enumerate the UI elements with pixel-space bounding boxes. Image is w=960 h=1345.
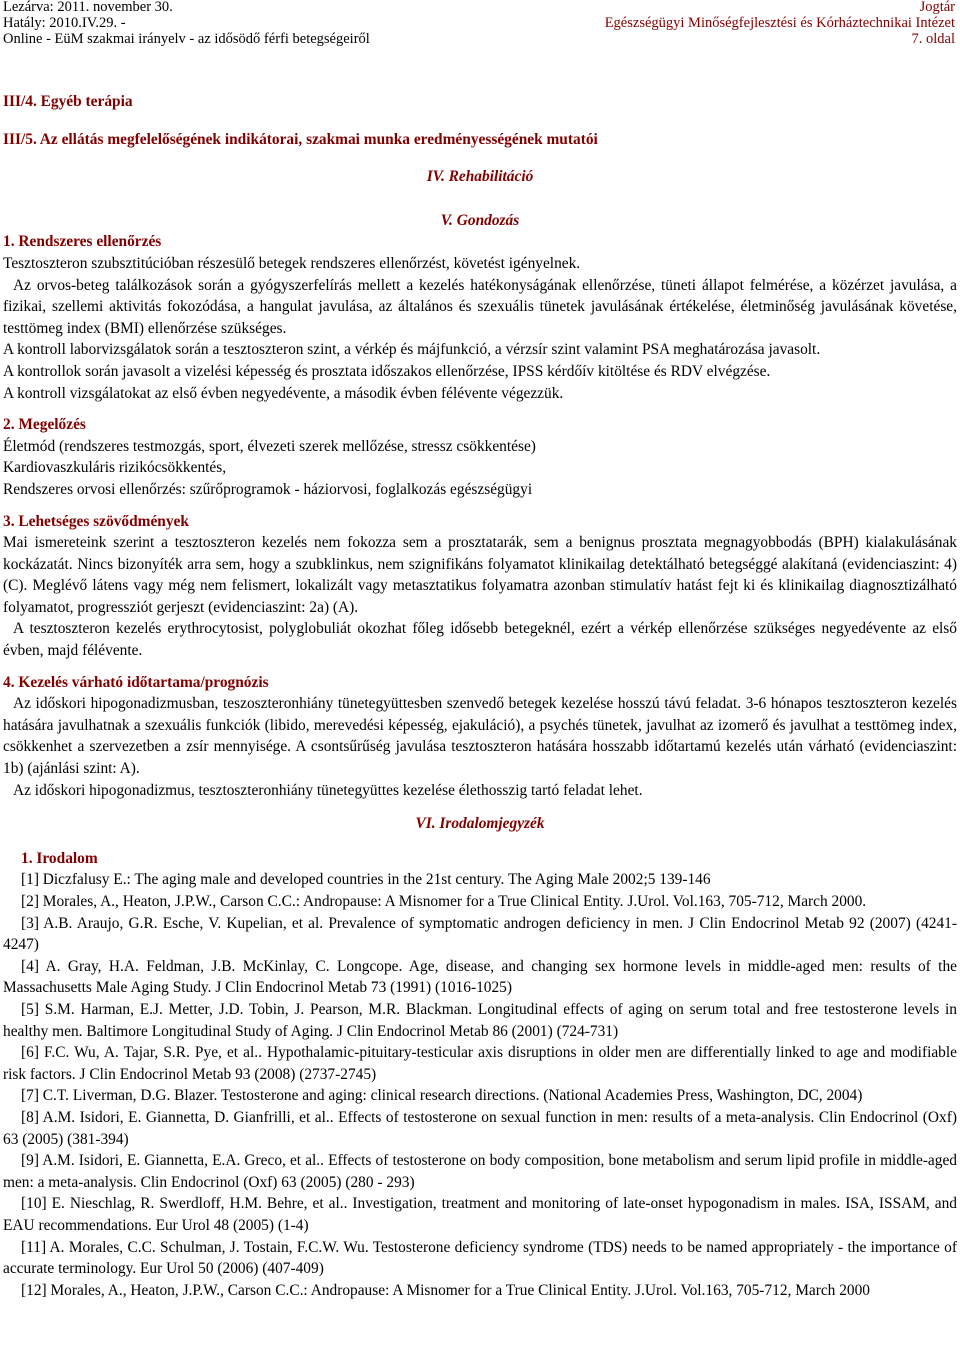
paragraph: Az időskori hipogonadizmus, tesztoszteronhiány tünetegyüttes kezelése élethosszig tartó feladat lehet. <box>13 781 643 799</box>
header-institute: Egészségügyi Minőségfejlesztési és Kórháztechnikai Intézet <box>604 15 955 31</box>
header-page-number: 7. oldal <box>911 31 955 47</box>
paragraph: A kontroll laborvizsgálatok során a tesztoszteron szint, a vérkép és májfunkció, a vérzsír szint valamint PSA meghatározása javasolt. <box>3 341 821 359</box>
header-closed-date: Lezárva: 2011. november 30. <box>3 0 173 15</box>
section-references: VI. Irodalomjegyzék <box>415 815 545 833</box>
reference-item: [1] Diczfalusy E.: The aging male and developed countries in the 21st century. The Aging Male 2002;5 139-146 <box>21 871 711 889</box>
paragraph: Mai ismereteink szerint a tesztoszteron kezelés nem fokozza sem a prosztatarák, sem a benignus prosztata megnagyobbodás (BPH) kialakulásának kockázatát. Nincs bizonyíték arra sem, hogy a szubklinkus, nem szignifikáns folyamatot klinikailag detektálható betegséggé alakítaná (evidenciaszint: 4) (C). Meglévő látens vagy még nem felismert, lokalizált vagy metasztatikus folyamatra azonban stimulatív hatást fejt ki és klinikailag diagnosztizálható folyamatot, progressziót gerjeszt (evidenciaszint: 2a) (A). <box>3 534 957 616</box>
reference-item: [3] A.B. Araujo, G.R. Esche, V. Kupelian, et al. Prevalence of symptomatic androgen deficiency in men. J Clin Endocrinol Metab 92 (2007) (4241-4247) <box>3 914 957 954</box>
reference-item: [6] F.C. Wu, A. Tajar, S.R. Pye, et al.. Hypothalamic-pituitary-testicular axis disruptions in older men are differentially linked to age and modifiable risk factors. J Clin Endocrinol Metab 93 (2008) (2737-2745) <box>3 1044 957 1083</box>
header-right <box>605 0 955 47</box>
paragraph: Tesztoszteron szubsztitúcióban részesülő betegek rendszeres ellenőrzést, követést igényelnek. <box>3 254 581 272</box>
header-brand: Jogtár <box>919 0 955 15</box>
paragraph: A kontroll vizsgálatokat az első évben negyedévente, a második évben félévente végezzük. <box>3 384 564 402</box>
paragraph: Az orvos-beteg találkozások során a gyógyszerfelírás mellett a kezelés hatékonyságának ellenőrzése, tüneti állapot felmérése, a közérzet javulása, a fizikai, szellemi aktivitás fokozódása, a hangulat javulása, az általános és szexuális tünetek javulásának értékelése, életminőség javulásának követése, testtömeg index (BMI) ellenőrzése szükséges. <box>3 276 957 337</box>
heading-prevention: 2. Megelőzés <box>3 416 86 434</box>
section-indicators: III/5. Az ellátás megfelelőségének indikátorai, szakmai munka eredményességének mutatói <box>3 130 598 148</box>
section-care: V. Gondozás <box>440 211 520 229</box>
reference-item: [5] S.M. Harman, E.J. Metter, J.D. Tobin, J. Pearson, M.R. Blackman. Longitudinal effects of aging on serum total and free testosterone levels in healthy men. Baltimore Longitudinal Study of Aging. J Clin Endocrinol Metab 86 (2001) (724-731) <box>3 1000 957 1040</box>
reference-item: [7] C.T. Liverman, D.G. Blazer. Testosterone and aging: clinical research directions. (National Academies Press, Washington, DC, 2004) <box>21 1087 863 1105</box>
header-document-title: Online - EüM szakmai irányelv - az idősödő férfi betegségeiről <box>3 31 370 47</box>
paragraph: A kontrollok során javasolt a vizelési képesség és prosztata időszakos ellenőrzése, IPSS kérdőív kitöltése és RDV elvégzése. <box>3 362 771 380</box>
section-rehabilitation: IV. Rehabilitáció <box>426 168 534 186</box>
document-body <box>3 91 957 1301</box>
reference-item: [4] A. Gray, H.A. Feldman, J.B. McKinlay, C. Longcope. Age, disease, and changing sex hormone levels in middle-aged men: results of the Massachusetts Male Aging Study. J Clin Endocrinol Metab 73 (1991) (1016-1025) <box>3 957 957 997</box>
header-left <box>3 0 370 47</box>
header-validity: Hatály: 2010.IV.29. - <box>3 15 126 31</box>
reference-item: [11] A. Morales, C.C. Schulman, J. Tostain, F.C.W. Wu. Testosterone deficiency syndrome (TDS) needs to be named appropriately - the importance of accurate terminology. Eur Urol 50 (2006) (407-409) <box>3 1238 957 1278</box>
heading-regular-checkup: 1. Rendszeres ellenőrzés <box>3 233 162 251</box>
paragraph: A tesztoszteron kezelés erythrocytosist, polyglobuliát okozhat főleg idősebb betegeknél, ezért a vérkép ellenőrzése szükséges negyedévente az első évben, majd félévente. <box>3 620 957 660</box>
paragraph: Kardiovaszkuláris rizikócsökkentés, <box>3 459 227 477</box>
reference-item: [8] A.M. Isidori, E. Giannetta, D. Gianfrilli, et al.. Effects of testosterone on sexual function in men: results of a meta-analysis. Clin Endocrinol (Oxf) 63 (2005) (381-394) <box>3 1108 957 1148</box>
reference-list <box>3 869 957 1301</box>
heading-literature: 1. Irodalom <box>21 849 98 867</box>
paragraph: Rendszeres orvosi ellenőrzés: szűrőprogramok - háziorvosi, foglalkozás egészségügyi <box>3 480 533 498</box>
reference-item: [2] Morales, A., Heaton, J.P.W., Carson C.C.: Andropause: A Misnomer for a True Clinical Entity. J.Urol. Vol.163, 705-712, March 2000. <box>21 893 867 910</box>
reference-item: [9] A.M. Isidori, E. Giannetta, E.A. Greco, et al.. Effects of testosterone on body composition, bone metabolism and serum lipid profile in middle-aged men: a meta-analysis. Clin Endocrinol (Oxf) 63 (2005) (280 - 293) <box>3 1152 957 1191</box>
paragraph: Az időskori hipogonadizmusban, teszoszteronhiány tünetegyüttesben szenvedő betegek kezelése hosszú távú feladat. 3-6 hónapos tesztoszteron kezelés hatására javulhatnak a szexuális funkciók (libido, merevedési képesség, ejakuláció), a psychés tünetek, javulhat az izomerő és javulhat a testtömeg index, csökkenhet a szervezetben a zsír mennyisége. A csontsűrűség javulása tesztoszteron hatására hosszabb időtartamú kezelés után várható (evidenciaszint: 1b) (ajánlási szint: A). <box>3 695 957 778</box>
paragraph: Életmód (rendszeres testmozgás, sport, élvezeti szerek mellőzése, stressz csökkentése) <box>3 437 536 455</box>
heading-prognosis: 4. Kezelés várható időtartama/prognózis <box>3 673 269 691</box>
reference-item: [12] Morales, A., Heaton, J.P.W., Carson C.C.: Andropause: A Misnomer for a True Clinical Entity. J.Urol. Vol.163, 705-712, March 2000 <box>21 1281 871 1299</box>
heading-complications: 3. Lehetséges szövődmények <box>3 512 189 530</box>
reference-item: [10] E. Nieschlag, R. Swerdloff, H.M. Behre, et al.. Investigation, treatment and monitoring of late-onset hypogonadism in males. ISA, ISSAM, and EAU recommendations. Eur Urol 48 (2005) (1-4) <box>3 1195 957 1234</box>
section-other-therapy: III/4. Egyéb terápia <box>3 93 133 110</box>
